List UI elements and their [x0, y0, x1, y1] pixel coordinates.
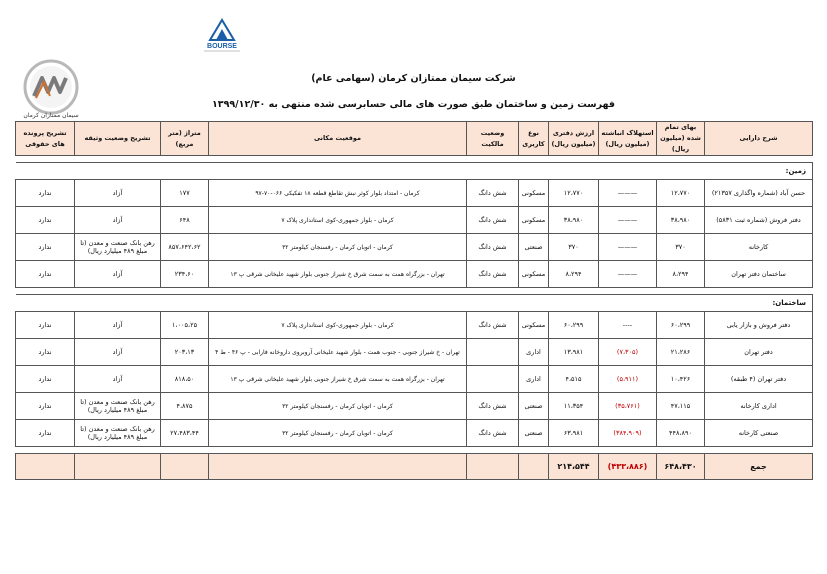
- header-usage: نوع کاربری: [519, 122, 549, 156]
- section-land: [16, 163, 813, 180]
- cell-status: رهن بانک صنعت و معدن (تا مبلغ ۴۸۹ میلیارد ریال): [75, 393, 161, 420]
- cell-cost: ۶۰،۲۹۹: [657, 312, 705, 339]
- total-row: [16, 454, 813, 480]
- table-row: [16, 366, 813, 393]
- cell-description: کارخانه: [705, 234, 813, 261]
- table-body: [16, 156, 813, 480]
- cell-usage: صنعتی: [519, 234, 549, 261]
- cell-legal: ندارد: [16, 234, 75, 261]
- cell-cost: ۴۷،۱۱۵: [657, 393, 705, 420]
- assets-table: [15, 121, 813, 480]
- header-legal: تشریح پرونده های حقوقی: [16, 122, 75, 156]
- cell-status: آزاد: [75, 312, 161, 339]
- cell-area: ۴،۸۷۵: [161, 393, 209, 420]
- cell-usage: مسکونی: [519, 312, 549, 339]
- cell-depreciation: (۳۸۴،۹۰۹): [599, 420, 657, 447]
- cell-legal: ندارد: [16, 180, 75, 207]
- table-row: [16, 339, 813, 366]
- total-empty: [75, 454, 161, 480]
- cell-depreciation: ———: [599, 180, 657, 207]
- table-row: [16, 393, 813, 420]
- cell-legal: ندارد: [16, 393, 75, 420]
- cell-area: ۶۴۸: [161, 207, 209, 234]
- header-cost: بهای تمام شده (میلیون ریال): [657, 122, 705, 156]
- cell-area: ۸۱۸،۵۰: [161, 366, 209, 393]
- cell-cost: ۸،۲۹۴: [657, 261, 705, 288]
- header-depreciation: استهلاک انباشته (میلیون ریال): [599, 122, 657, 156]
- total-cost: ۶۴۸،۴۳۰: [657, 454, 705, 480]
- cell-location: کرمان - امتداد بلوار کوثر نبش تقاطع قطعه ۱۸ تفکیکی ۰۶۶-۷۰-۹۷: [209, 180, 467, 207]
- cell-cost: ۳۷۰: [657, 234, 705, 261]
- bourse-logo-text: BOURSE: [207, 43, 237, 50]
- cell-usage: صنعتی: [519, 420, 549, 447]
- cell-book-value: ۱۳،۹۸۱: [549, 339, 599, 366]
- cell-location: کرمان - اتوبان کرمان - رفسنجان کیلومتر ۳۲: [209, 393, 467, 420]
- bourse-logo-icon: [196, 18, 248, 54]
- cell-book-value: ۶۰،۲۹۹: [549, 312, 599, 339]
- cell-location: کرمان - بلوار جمهوری-کوی استانداری پلاک ۷: [209, 207, 467, 234]
- table-row: [16, 207, 813, 234]
- cell-description: دفتر تهران (۴ طبقه): [705, 366, 813, 393]
- cell-ownership: شش دانگ: [467, 180, 519, 207]
- cell-status: آزاد: [75, 366, 161, 393]
- cell-status: رهن بانک صنعت و معدن (تا مبلغ ۴۸۹ میلیارد ریال): [75, 234, 161, 261]
- total-book-value: ۲۱۴،۵۴۴: [549, 454, 599, 480]
- cell-ownership: شش دانگ: [467, 261, 519, 288]
- cell-book-value: ۶۳،۹۸۱: [549, 420, 599, 447]
- cell-ownership: شش دانگ: [467, 393, 519, 420]
- cell-usage: مسکونی: [519, 180, 549, 207]
- section-building-label: ساختمان:: [16, 295, 813, 312]
- cell-legal: ندارد: [16, 207, 75, 234]
- cell-area: ۲۰۳،۱۳: [161, 339, 209, 366]
- cell-ownership: [467, 339, 519, 366]
- cell-usage: اداری: [519, 366, 549, 393]
- cell-depreciation: ———: [599, 207, 657, 234]
- cell-cost: ۳۸،۹۸۰: [657, 207, 705, 234]
- cell-legal: ندارد: [16, 312, 75, 339]
- cell-cost: ۱۲،۷۷۰: [657, 180, 705, 207]
- cell-status: آزاد: [75, 207, 161, 234]
- cell-ownership: شش دانگ: [467, 420, 519, 447]
- cell-ownership: شش دانگ: [467, 234, 519, 261]
- cell-location: تهران - بزرگراه همت به سمت شرق خ شیراز جنوبی بلوار شهید علیخانی شرقی پ ۱۳: [209, 261, 467, 288]
- cell-description: ساختمان دفتر تهران: [705, 261, 813, 288]
- cell-usage: مسکونی: [519, 207, 549, 234]
- cell-area: ۸۵۷،۶۴۲،۶۲: [161, 234, 209, 261]
- cell-book-value: ۴،۵۱۵: [549, 366, 599, 393]
- table-row: [16, 312, 813, 339]
- company-logo-caption: سیمان ممتازان کرمان: [23, 112, 79, 119]
- total-empty: [16, 454, 75, 480]
- total-empty: [209, 454, 467, 480]
- company-title: شرکت سیمان ممتازان کرمان (سهامی عام): [311, 73, 516, 84]
- header-description: شرح دارایی: [705, 122, 813, 156]
- cell-status: رهن بانک صنعت و معدن (تا مبلغ ۴۸۹ میلیارد ریال): [75, 420, 161, 447]
- cell-book-value: ۸،۲۹۴: [549, 261, 599, 288]
- cell-book-value: ۳۷۰: [549, 234, 599, 261]
- cell-location: تهران - بزرگراه همت به سمت شرق خ شیراز جنوبی بلوار شهید علیخانی شرقی پ ۱۳: [209, 366, 467, 393]
- cell-area: ۱۷۷: [161, 180, 209, 207]
- table-header-row: [16, 122, 813, 156]
- table-row: [16, 261, 813, 288]
- cell-status: آزاد: [75, 180, 161, 207]
- cell-area: ۱،۰۰۵،۲۵: [161, 312, 209, 339]
- cell-depreciation: ----: [599, 312, 657, 339]
- cell-location: کرمان - بلوار جمهوری-کوی استانداری پلاک ۷: [209, 312, 467, 339]
- table-row: [16, 180, 813, 207]
- total-empty: [161, 454, 209, 480]
- cell-usage: صنعتی: [519, 393, 549, 420]
- cell-legal: ندارد: [16, 261, 75, 288]
- header-status: تشریح وضعیت وثیقه: [75, 122, 161, 156]
- header-location: موقعیت مکانی: [209, 122, 467, 156]
- cell-book-value: ۱۱،۳۵۴: [549, 393, 599, 420]
- cell-description: دفتر فروش و بازار یابی: [705, 312, 813, 339]
- cell-area: ۲۷،۴۸۳،۴۴: [161, 420, 209, 447]
- cell-depreciation: ———: [599, 234, 657, 261]
- cell-legal: ندارد: [16, 420, 75, 447]
- header-area: متراژ (متر مربع): [161, 122, 209, 156]
- cell-usage: مسکونی: [519, 261, 549, 288]
- cell-depreciation: (۳۵،۷۶۱): [599, 393, 657, 420]
- cell-cost: ۲۱،۲۸۶: [657, 339, 705, 366]
- cell-cost: ۴۴۸،۸۹۰: [657, 420, 705, 447]
- cell-legal: ندارد: [16, 339, 75, 366]
- cell-description: دفتر تهران: [705, 339, 813, 366]
- cell-ownership: شش دانگ: [467, 312, 519, 339]
- total-empty: [519, 454, 549, 480]
- cell-depreciation: (۷،۳۰۵): [599, 339, 657, 366]
- cell-book-value: ۱۲،۷۷۰: [549, 180, 599, 207]
- cell-status: آزاد: [75, 339, 161, 366]
- report-title: فهرست زمین و ساختمان طبق صورت های مالی حسابرسی شده منتهی به ۱۳۹۹/۱۲/۳۰: [211, 99, 615, 110]
- cell-book-value: ۳۸،۹۸۰: [549, 207, 599, 234]
- cell-status: آزاد: [75, 261, 161, 288]
- cell-usage: اداری: [519, 339, 549, 366]
- cell-depreciation: ———: [599, 261, 657, 288]
- bourse-logo: [196, 18, 248, 54]
- total-empty: [467, 454, 519, 480]
- cell-description: حسن آباد (شماره واگذاری ۲۱۳۵۷): [705, 180, 813, 207]
- cell-ownership: شش دانگ: [467, 207, 519, 234]
- section-land-label: زمین:: [16, 163, 813, 180]
- cell-description: دفتر فروش (شماره ثبت ۵۸۳۱): [705, 207, 813, 234]
- total-label: جمع: [705, 454, 813, 480]
- cell-area: ۲۳۴،۶۰: [161, 261, 209, 288]
- cell-depreciation: (۵،۹۱۱): [599, 366, 657, 393]
- cell-cost: ۱۰،۴۲۶: [657, 366, 705, 393]
- cell-location: کرمان - اتوبان کرمان - رفسنجان کیلومتر ۳۲: [209, 420, 467, 447]
- cell-description: اداری کارخانه: [705, 393, 813, 420]
- header-ownership: وضعیت مالکیت: [467, 122, 519, 156]
- section-building: [16, 295, 813, 312]
- table-row: [16, 234, 813, 261]
- cell-description: صنعتی کارخانه: [705, 420, 813, 447]
- table-row: [16, 420, 813, 447]
- header-book-value: ارزش دفتری (میلیون ریال): [549, 122, 599, 156]
- cell-ownership: [467, 366, 519, 393]
- cell-location: کرمان - اتوبان کرمان - رفسنجان کیلومتر ۳۲: [209, 234, 467, 261]
- cell-location: تهران - خ شیراز جنوبی - جنوب همت - بلوار شهید علیخانی آروبروی داروخانه فارابی - پ ۴۶ - ط ۴: [209, 339, 467, 366]
- cell-legal: ندارد: [16, 366, 75, 393]
- total-depreciation: (۴۳۳،۸۸۶): [599, 454, 657, 480]
